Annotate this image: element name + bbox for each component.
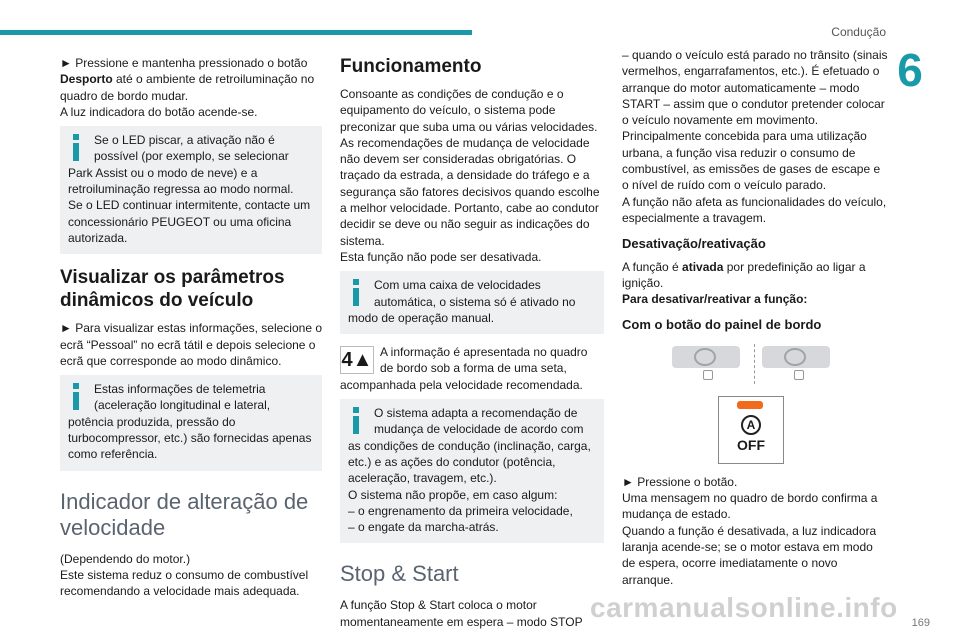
- header-accent-bar: [0, 30, 472, 35]
- button-location-icon: [794, 370, 804, 380]
- heading-stop-start: Stop & Start: [340, 561, 459, 587]
- heading-visualizar: Visualizar os parâmetros dinâmicos do veículo: [60, 267, 285, 312]
- stop-start-off-button-icon: [718, 396, 784, 464]
- info-note: O sistema adapta a recomendação de mudança de velocidade de acordo com as condições de condução (inclinação, carga, etc.) e as ações do condutor (potência, aceleração, travagem, etc.). O sistema não propõe, em caso algum: – o engrenamento da primeira velocidade, – o engate da marcha-atrás.: [340, 399, 604, 543]
- paragraph: A função não afeta as funcionalidades do veículo, especialmente a travagem.: [622, 194, 887, 225]
- paragraph: A função Stop & Start coloca o motor momentaneamente em espera – modo STOP: [340, 598, 583, 629]
- paragraph: Consoante as condições de condução e o equipamento do veículo, o sistema pode preconizar que suba uma ou várias velocidades.: [340, 87, 598, 134]
- heading-botao: Com o botão do painel de bordo: [622, 317, 822, 333]
- paragraph: A função é ativada por predefinição ao ligar a ignição.: [622, 259, 866, 290]
- heading-funcionamento: Funcionamento: [340, 56, 482, 77]
- auto-stop-icon: A: [741, 415, 761, 435]
- paragraph: ► Pressione o botão.: [622, 474, 738, 489]
- heading-indicador: Indicador de alteração de velocidade: [60, 488, 309, 540]
- section-title: Condução: [831, 25, 886, 39]
- paragraph: A luz indicadora do botão acende-se.: [60, 104, 258, 119]
- paragraph: As recomendações de mudança de velocidade não devem ser consideradas obrigatórias. O traçado da estrada, a densidade do tráfego e a segurança são fatores decisivos quando escolhe a melhor velocidade. Portanto, cabe ao condutor decidir se deve ou não seguir as indicações do sistema.: [340, 135, 600, 248]
- steering-wheel-lhd-icon: [672, 346, 740, 368]
- paragraph: Uma mensagem no quadro de bordo confirma a mudança de estado.: [622, 491, 878, 522]
- illustration-divider: [754, 344, 755, 384]
- watermark: carmanualsonline.info: [590, 592, 898, 623]
- info-note: Estas informações de telemetria (aceleração longitudinal e lateral, potência produzida, pressão do turbocompressor, etc.) são fornecidas apenas como referência.: [60, 375, 322, 470]
- paragraph: ► Pressione e mantenha pressionado o botão Desporto até o ambiente de retroiluminação no quadro de bordo mudar.: [60, 56, 315, 103]
- gear-up-icon: 4▲: [340, 346, 374, 374]
- column-middle: [340, 55, 604, 630]
- steering-wheel-rhd-icon: [762, 346, 830, 368]
- paragraph: Esta função não pode ser desativada.: [340, 249, 542, 264]
- info-icon: [350, 407, 362, 435]
- heading-desativacao: Desativação/reativação: [622, 236, 766, 252]
- column-left: [60, 55, 322, 600]
- dashboard-illustration: [622, 344, 888, 390]
- paragraph: ► Para visualizar estas informações, selecione o ecrã “Pessoal” no ecrã tátil e depois selecione o ecrã que corresponde ao modo dinâmico.: [60, 321, 322, 368]
- column-right: [622, 47, 888, 588]
- info-note: Com uma caixa de velocidades automática, o sistema só é ativado no modo de operação manual.: [340, 271, 604, 334]
- paragraph: – quando o veículo está parado no trânsito (sinais vermelhos, engarrafamentos, etc.). É efetuado o arranque do motor automaticamente – modo START – assim que o condutor pretender colocar o veículo novamente em movimento.: [622, 48, 888, 128]
- paragraph: (Dependendo do motor.): [60, 551, 191, 566]
- paragraph: Para desativar/reativar a função:: [622, 292, 808, 307]
- chapter-number: 6: [897, 44, 923, 96]
- info-icon: [70, 383, 82, 411]
- gear-indicator-row: 4▲ A informação é apresentada no quadro de bordo sob a forma de uma seta, acompanhada pela velocidade recomendada.: [340, 345, 588, 392]
- info-icon: [350, 279, 362, 307]
- off-label: OFF: [737, 436, 765, 453]
- info-note: Se o LED piscar, a ativação não é possível (por exemplo, se selecionar Park Assist ou o modo de neve) e a retroiluminação regressa ao modo normal. Se o LED continuar intermitente, contacte um concessionário PEUGEOT ou uma oficina autorizada.: [60, 126, 322, 254]
- paragraph: Este sistema reduz o consumo de combustível recomendando a velocidade mais adequada.: [60, 567, 309, 599]
- page-number: 169: [911, 617, 930, 629]
- paragraph: Principalmente concebida para uma utilização urbana, a função visa reduzir o consumo de combustível, as emissões de gases de escape e o nível de ruído com o veículo parado.: [622, 129, 881, 193]
- orange-led-icon: [737, 401, 763, 409]
- info-icon: [70, 134, 82, 162]
- paragraph: Quando a função é desativada, a luz indicadora laranja acende-se; se o motor estava em modo de espera, ocorre imediatamente o novo arranque.: [622, 523, 877, 587]
- button-location-icon: [703, 370, 713, 380]
